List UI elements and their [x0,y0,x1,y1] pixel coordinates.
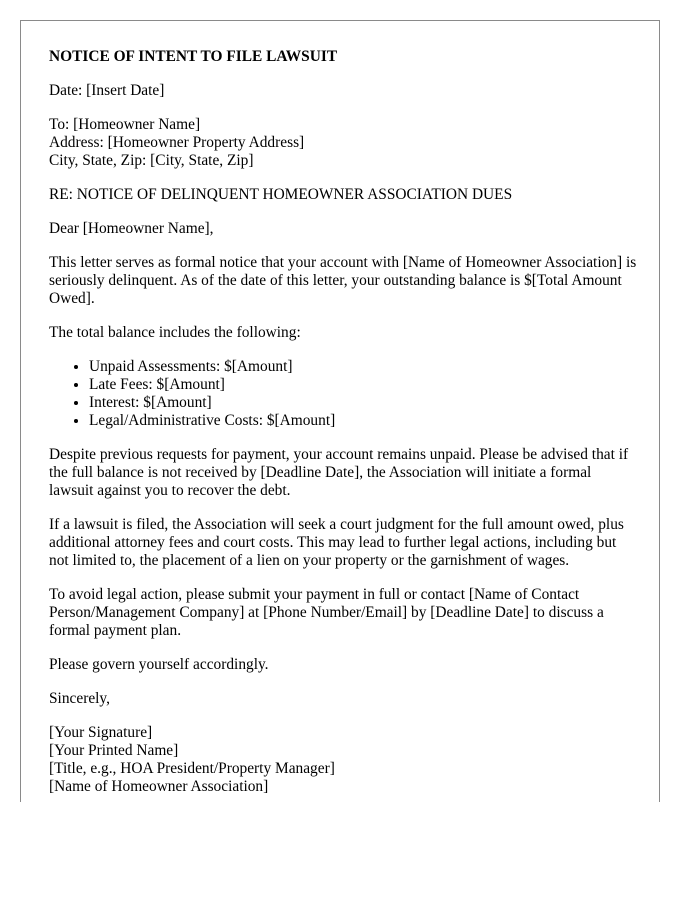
letter-page [20,20,660,802]
recipient-city-line: City, State, Zip: [City, State, Zip] [49,152,254,169]
subject-line: RE: NOTICE OF DELINQUENT HOMEOWNER ASSOCIATION DUES [49,186,513,203]
paragraph-consequences: If a lawsuit is filed, the Association will seek a court judgment for the full amount owed, plus additional attorney fees and court costs. This may lead to further legal actions, including but not limited to, the placement of a lien on your property or the garnishment of wages. [49,516,624,569]
salutation: Dear [Homeowner Name], [49,220,214,237]
paragraph-payment: To avoid legal action, please submit your payment in full or contact [Name of Contact Person/Management Company] at [Phone Number/Email] by [Deadline Date] to discuss a formal payment plan. [49,586,604,639]
charges-list [49,358,639,430]
list-item: • Unpaid Assessments: $[Amount] [89,358,639,376]
association-name-line: [Name of Homeowner Association] [49,778,269,795]
signature-block [49,724,639,796]
recipient-block [49,116,639,170]
letter-content [49,48,639,802]
recipient-name-line: To: [Homeowner Name] [49,116,201,133]
recipient-address-line: Address: [Homeowner Property Address] [49,134,305,151]
paragraph-govern: Please govern yourself accordingly. [49,656,269,673]
list-item: • Legal/Administrative Costs: $[Amount] [89,412,639,430]
paragraph-deadline: Despite previous requests for payment, your account remains unpaid. Please be advised that if the full balance is not received by [Deadline Date], the Association will initiate a formal lawsuit against you to recover the debt. [49,446,629,499]
list-item: • Interest: $[Amount] [89,394,639,412]
letter-title: NOTICE OF INTENT TO FILE LAWSUIT [49,48,338,65]
paragraph-notice: This letter serves as formal notice that your account with [Name of Homeowner Association] is seriously delinquent. As of the date of this letter, your outstanding balance is $[Total Amount Owed]. [49,254,637,307]
signature-line: [Your Signature] [49,724,153,741]
date-line: Date: [Insert Date] [49,82,165,99]
list-item: • Late Fees: $[Amount] [89,376,639,394]
title-line: [Title, e.g., HOA President/Property Manager] [49,760,335,777]
paragraph-balance-intro: The total balance includes the following: [49,324,301,341]
printed-name-line: [Your Printed Name] [49,742,179,759]
closing: Sincerely, [49,690,110,707]
